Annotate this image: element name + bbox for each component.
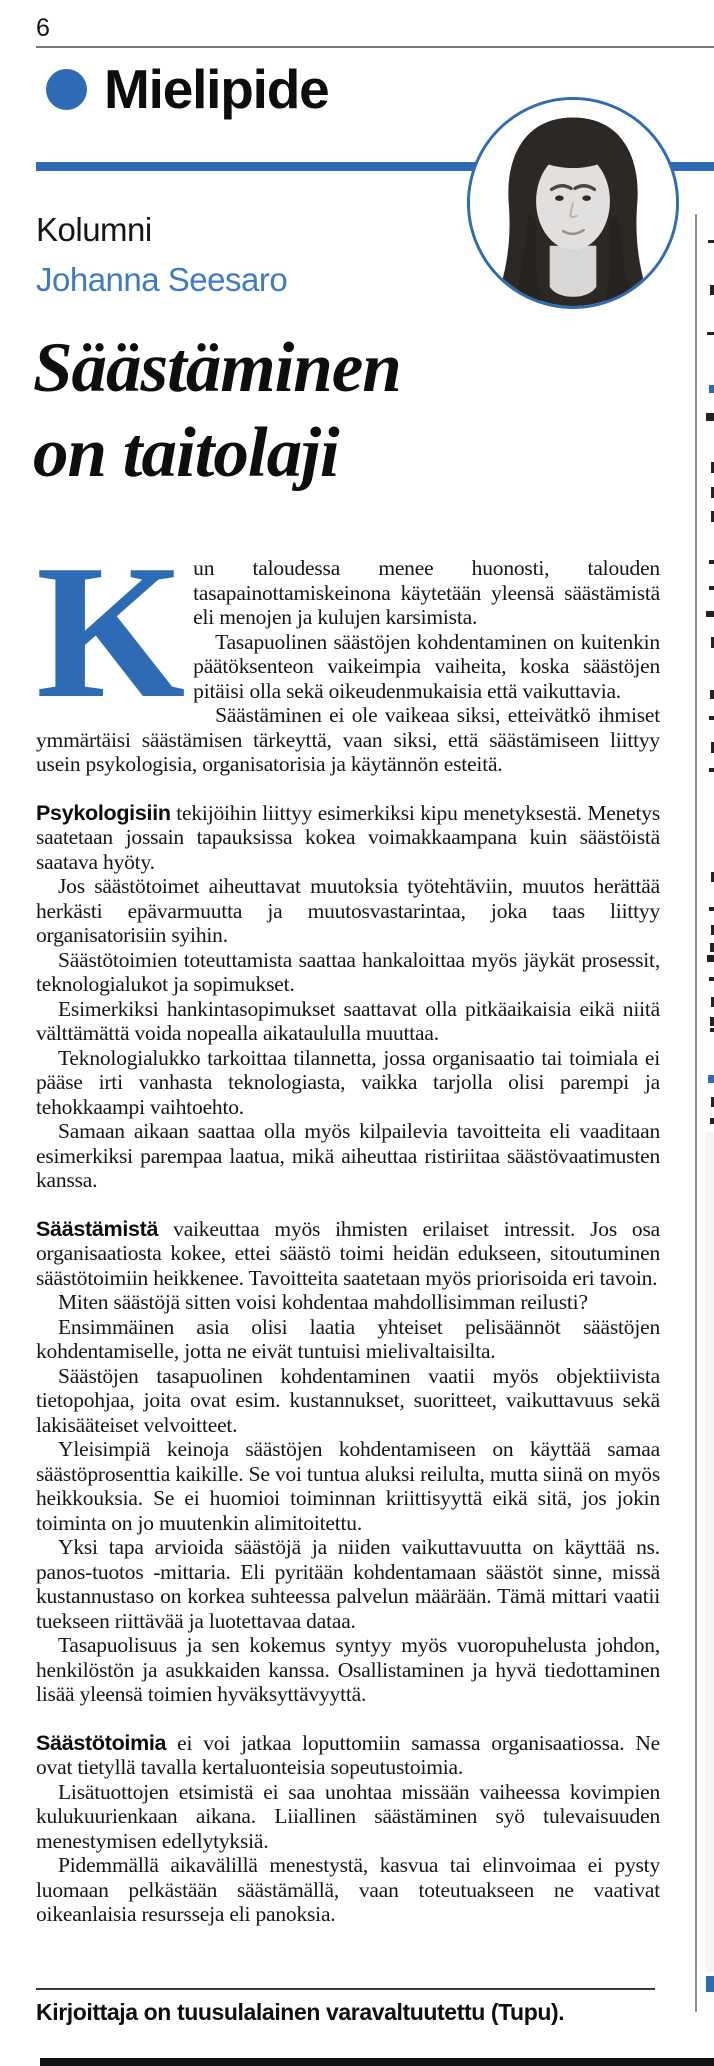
headline-line-1: Säästäminen [33, 329, 401, 407]
paragraph-lead-word: Säästämistä [36, 1216, 159, 1241]
article-paragraph: Esimerkiksi hankintasopimukset saattavat olla pitkäaikaisia eikä niitä välttämättä voida nopealla aikataululla muuttaa. [36, 996, 660, 1045]
adjacent-column-text-sliver [706, 611, 714, 617]
article-paragraph: Säästötoimien toteuttamista saattaa hankaloittaa myös jäykät prosessit, teknologialukot ja sopimukset. [36, 947, 660, 996]
top-rule [36, 46, 714, 48]
article-body [36, 556, 660, 1981]
adjacent-column-text-sliver [709, 977, 714, 981]
author-photo [467, 97, 679, 309]
article-paragraph: Miten säästöjä sitten voisi kohdentaa mahdollisimman reilusti? [58, 1290, 588, 1314]
article-paragraph: Ensimmäinen asia olisi laatia yhteiset pelisäännöt säästöjen kohdentamiselle, jotta ne eivät tuntuisi mielivaltaisilta. [36, 1314, 660, 1363]
article-paragraph: Yleisimpiä keinoja säästöjen kohdentamiseen on käyttää samaa säästöprosenttia kaikille. Se voi tuntua aluksi reilulta, mutta siinä on myös heikkouksia. Se ei huomioi toiminnan kriittisyyttä eikä sitä, jos jokin toiminta on jo muutenkin alimitoitettu. [36, 1437, 660, 1535]
adjacent-column-text-sliver [710, 1028, 714, 1032]
adjacent-column-text-sliver [710, 943, 714, 952]
article-headline [33, 326, 401, 496]
article-paragraph: Säästöjen tasapuolinen kohdentaminen vaatii myös objektiivista tietopohjaa, joita ovat esim. kustannukset, suoritteet, vaikuttavuus sekä lakisääteiset velvoitteet. [36, 1363, 660, 1437]
article-paragraph: Tasapuolinen säästöjen kohdentaminen on kuitenkin päätöksenteon vaikeimpia vaiheita, koska säästöjen pitäisi olla sekä oikeudenmukaisia että vaikuttavia. [193, 629, 660, 703]
article-paragraph: Tasapuolisuus ja sen kokemus syntyy myös vuoropuhelusta johdon, henkilöstön ja asukkaiden kanssa. Osallistaminen ja hyvä tiedottaminen lisää yleensä toimien hyväksyttävyyttä. [36, 1633, 660, 1706]
adjacent-column-accent-sliver [708, 1075, 714, 1083]
adjacent-column-text-sliver [710, 690, 714, 699]
article-paragraph: Samaan aikaan saattaa olla myös kilpailevia tavoitteita eli vaaditaan esimerkiksi parempaa laatua, mikä aiheuttaa ristiriitaa säästövaatimusten kanssa. [36, 1119, 660, 1192]
article-paragraph: Yksi tapa arvioida säästöjä ja niiden vaikuttavuutta on käyttää ns. panos-tuotos -mittaria. Eli pyritään kohdentamaan säästöt sinne, missä kustannustaso on korkea suhteessa palvelun määrään. Tämä mittari vaatii tuekseen riittävää ja luotettavaa dataa. [36, 1535, 660, 1633]
headline-line-2: on taitolaji [33, 414, 339, 492]
author-photo-illustration [470, 100, 676, 306]
adjacent-column-text-sliver [709, 768, 714, 772]
page-number: 6 [36, 14, 50, 42]
adjacent-column-text-sliver [709, 586, 714, 590]
kicker-label: Kolumni [36, 211, 152, 248]
drop-cap: K [36, 556, 186, 738]
article-paragraph: Teknologialukko tarkoittaa tilannetta, jossa organisaatio tai toimiala ei pääse irti vanhasta teknologiasta, vaikka tarjolla olisi parempi ja tehokkaampi vaihtoehto. [36, 1045, 660, 1119]
section-header [46, 60, 329, 118]
section-label: Mielipide [104, 58, 329, 120]
article-paragraph: Pidemmällä aikavälillä menestystä, kasvua tai elinvoimaa ei pysty luomaan pelkästään säästämällä, vaan toteutuakseen ne vaativat oikeanlaisia resursseja eli panoksia. [36, 1853, 660, 1926]
article-paragraph: Säästäminen ei ole vaikeaa siksi, etteivätkö ihmiset ymmärtäisi säästämisen tärkeyttä, vaan siksi, että säästämiseen liittyy usein psykologisia, organisatorisia ja käytännön esteitä. [36, 703, 660, 776]
paragraph-lead-word: Psykologisiin [36, 800, 171, 825]
adjacent-column-accent-sliver [706, 1976, 714, 1992]
adjacent-column-text-sliver [707, 955, 714, 962]
circle-bullet-icon [46, 69, 87, 110]
bottom-bar [40, 2058, 714, 2066]
adjacent-column-text-sliver [708, 240, 714, 243]
article-paragraph: un taloudessa menee huonosti, talouden tasapainottamiskeinona käytetään yleensä säästämistä eli menojen ja kulujen karsimista. [193, 556, 660, 629]
article-paragraph: Lisätuottojen etsimistä ei saa unohtaa missään vaiheessa kovimpien kulukuurienkaan aikana. Liiallinen säästäminen syö tulevaisuuden menestymisen edellytyksiä. [36, 1779, 660, 1853]
column-rule [695, 214, 697, 2012]
paragraph-lead-word: Säästötoimia [36, 1730, 167, 1755]
article-paragraph: Säästämistä vaikeuttaa myös ihmisten erilaiset intressit. Jos osa organisaatiosta kokee, ettei säästö toimi heidän edukseen, sitoutuminen säästötoimiin heikkenee. Tavoitteita saatetaan myös priorisoida eri tavoin. [36, 1216, 660, 1290]
adjacent-column-text-sliver [710, 285, 714, 295]
article-paragraph: Psykologisiin tekijöihin liittyy esimerkiksi kipu menetyksestä. Menetys saatetaan jossain tapauksissa kokea voimakkaampana kuin säästöistä saatava hyöty. [36, 800, 660, 874]
byline-rule [36, 1988, 655, 1990]
adjacent-column-text-sliver [707, 332, 714, 335]
adjacent-column-text-sliver [710, 1017, 714, 1026]
adjacent-column-text-sliver [710, 1118, 714, 1124]
article-paragraph: Säästötoimia ei voi jatkaa loputtomiin samassa organisaatiossa. Ne ovat tietyllä tavalla kertaluonteisia sopeutustoimia. [36, 1730, 660, 1779]
adjacent-column-text-sliver [709, 907, 714, 911]
author-name: Johanna Seesaro [36, 261, 288, 298]
adjacent-column-text-sliver [706, 413, 714, 421]
adjacent-column-text-sliver [709, 716, 714, 720]
adjacent-column-text-sliver [709, 560, 714, 564]
adjacent-column-image-sliver [705, 1132, 714, 1972]
byline: Kirjoittaja on tuusulalainen varavaltuutettu (Tupu). [36, 1999, 565, 2025]
article-paragraph: Jos säästötoimet aiheuttavat muutoksia työtehtäviin, muutos herättää herkästi epävarmuutta ja muutosvastarintaa, joka taas liittyy organisatorisiin syihin. [36, 874, 660, 947]
adjacent-column-accent-sliver [709, 385, 714, 393]
